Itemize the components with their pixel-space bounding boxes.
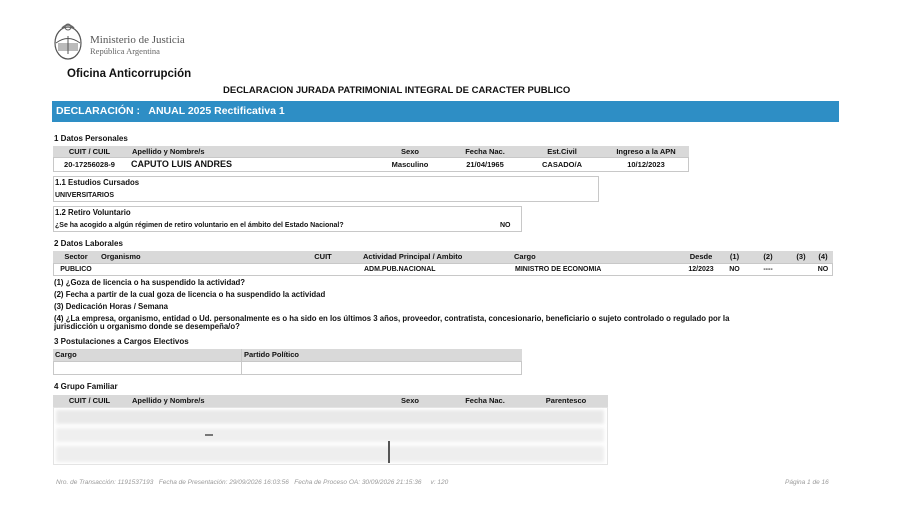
redaction-mark bbox=[205, 434, 213, 436]
postulaciones-empty-row bbox=[53, 361, 522, 375]
personal-fecha: 21/04/1965 bbox=[466, 160, 504, 169]
personal-header-ingreso: Ingreso a la APN bbox=[604, 146, 688, 157]
retiro-title: 1.2 Retiro Voluntario bbox=[55, 208, 131, 217]
laborales-note-1: (1) ¿Goza de licencia o ha suspendido la actividad? bbox=[54, 278, 246, 287]
section-grupo-familiar: 4 Grupo Familiar bbox=[54, 382, 118, 391]
laborales-col1: NO bbox=[729, 266, 740, 273]
studies-title: 1.1 Estudios Cursados bbox=[55, 178, 140, 187]
redaction-mark bbox=[388, 441, 390, 463]
declaration-banner-text: DECLARACIÓN : ANUAL 2025 Rectificativa 1 bbox=[56, 105, 285, 117]
redaction-block bbox=[56, 428, 604, 442]
laborales-col2: ---- bbox=[763, 266, 773, 273]
declaration-banner bbox=[52, 101, 839, 122]
familiar-header-cuit: CUIT / CUIL bbox=[53, 395, 126, 407]
postulaciones-divider bbox=[241, 349, 242, 375]
laborales-header-sector: Sector bbox=[53, 251, 99, 263]
laborales-actividad: ADM.PUB.NACIONAL bbox=[364, 266, 436, 273]
laborales-note-2: (2) Fecha a partir de la cual goza de licencia o ha suspendido la actividad bbox=[54, 290, 326, 299]
laborales-header-actividad: Actividad Principal / Ambito bbox=[363, 251, 511, 263]
personal-civil: CASADO/A bbox=[541, 160, 582, 169]
section-datos-personales: 1 Datos Personales bbox=[54, 134, 128, 143]
ministry-name: Ministerio de Justicia bbox=[90, 34, 185, 46]
studies-value: UNIVERSITARIOS bbox=[55, 192, 114, 199]
footer-page: Página 1 de 16 bbox=[785, 479, 829, 486]
laborales-note-4: (4) ¿La empresa, organismo, entidad o Ud. personalmente es o ha sido en los últimos 3 años, proveedor, contratista, concesionario, beneficiario o sujeto controlado o regulado por la bbox=[54, 314, 730, 323]
postulaciones-header-partido: Partido Político bbox=[244, 349, 444, 361]
laborales-header-organismo: Organismo bbox=[101, 251, 283, 263]
office-name: Oficina Anticorrupción bbox=[67, 68, 192, 80]
retiro-question: ¿Se ha acogido a algún régimen de retiro voluntario en el ámbito del Estado Nacional? bbox=[55, 222, 344, 229]
laborales-header-cuit: CUIT bbox=[285, 251, 361, 263]
coat-of-arms-logo bbox=[52, 20, 84, 62]
personal-cuit: 20-17256028-9 bbox=[64, 160, 115, 169]
postulaciones-header-cargo: Cargo bbox=[55, 349, 235, 361]
laborales-desde: 12/2023 bbox=[688, 266, 714, 273]
laborales-header-4: (4) bbox=[813, 251, 833, 263]
laborales-header-3: (3) bbox=[791, 251, 811, 263]
personal-sexo: Masculino bbox=[391, 160, 429, 169]
laborales-header-2: (2) bbox=[747, 251, 789, 263]
document-title: DECLARACION JURADA PATRIMONIAL INTEGRAL DE CARACTER PUBLICO bbox=[223, 85, 571, 96]
laborales-cargo: MINISTRO DE ECONOMIA bbox=[515, 266, 602, 273]
laborales-note-4-cont: jurisdicción u organismo donde se desempeña/o? bbox=[54, 322, 240, 331]
familiar-header-nombre: Apellido y Nombre/s bbox=[130, 395, 370, 407]
redaction-block bbox=[56, 446, 604, 462]
redaction-block bbox=[56, 410, 604, 424]
section-datos-laborales: 2 Datos Laborales bbox=[54, 239, 123, 248]
personal-ingreso: 10/12/2023 bbox=[627, 160, 665, 169]
personal-header-fecha: Fecha Nac. bbox=[450, 146, 520, 157]
familiar-header-parentesco: Parentesco bbox=[524, 395, 608, 407]
laborales-sector: PUBLICO bbox=[60, 266, 92, 273]
personal-header-civil: Est.Civil bbox=[524, 146, 600, 157]
laborales-col4: NO bbox=[817, 266, 829, 273]
laborales-header-desde: Desde bbox=[680, 251, 722, 263]
familiar-header-fecha: Fecha Nac. bbox=[450, 395, 520, 407]
retiro-answer: NO bbox=[500, 222, 511, 229]
laborales-header-cargo: Cargo bbox=[514, 251, 678, 263]
personal-nombre: CAPUTO LUIS ANDRES bbox=[131, 159, 233, 169]
country-name: República Argentina bbox=[90, 46, 160, 56]
laborales-note-3: (3) Dedicación Horas / Semana bbox=[54, 302, 168, 311]
personal-header-sexo: Sexo bbox=[374, 146, 446, 157]
footer-meta: Nro. de Transacción: 1191537193 Fecha de Presentación: 29/09/2026 16:03:56 Fecha de Proceso OA: 30/09/2026 21:15:36 v: 120 bbox=[56, 479, 449, 486]
section-postulaciones: 3 Postulaciones a Cargos Electivos bbox=[54, 337, 189, 346]
familiar-header-sexo: Sexo bbox=[374, 395, 446, 407]
personal-header-cuit: CUIT / CUIL bbox=[53, 146, 126, 157]
laborales-header-1: (1) bbox=[724, 251, 745, 263]
personal-header-nombre: Apellido y Nombre/s bbox=[130, 146, 370, 157]
